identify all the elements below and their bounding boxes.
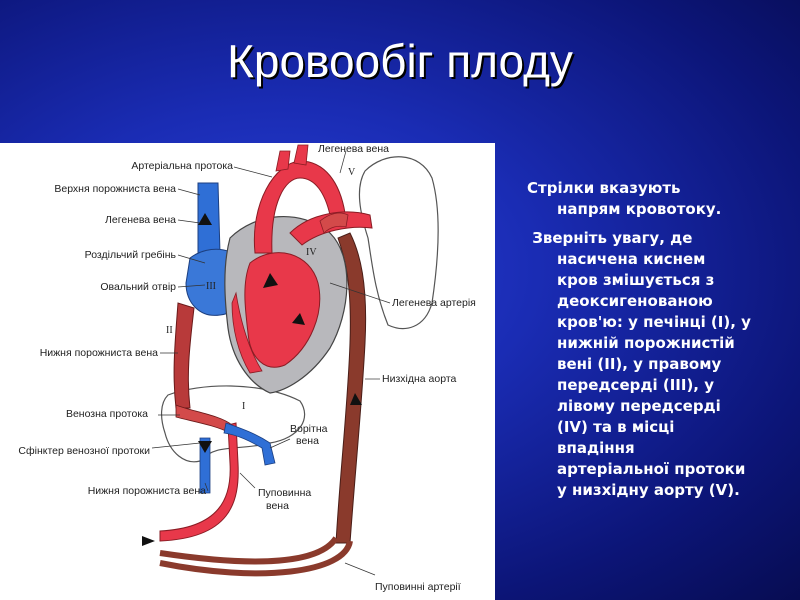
arch-branch-2 [294, 145, 308, 165]
label-pulmonary-vein-left: Легенева вена [105, 214, 176, 226]
fetal-circulation-diagram [0, 143, 495, 600]
roman-II: II [166, 325, 173, 336]
roman-V: V [348, 167, 356, 178]
caption-line: кров змішується з [557, 271, 715, 289]
label-superior-vena-cava: Верхня порожниста вена [54, 183, 176, 195]
caption-line: у низхідну аорту (V). [557, 481, 740, 499]
label-portal-vein-1: Ворітна [290, 423, 328, 435]
roman-IV: IV [306, 247, 317, 258]
caption-line: лівому передсерді [557, 397, 721, 415]
arch-branch-1 [276, 151, 290, 171]
caption-line: нижній порожнистій [557, 334, 735, 352]
caption-line: Зверніть увагу, де [527, 229, 693, 247]
label-inferior-vena-cava-upper: Нижня порожниста вена [39, 347, 158, 359]
caption-line: (IV) та в місці [557, 418, 675, 436]
label-umbilical-vein-1: Пуповинна [258, 487, 312, 499]
caption-line: деоксигенованою [557, 292, 713, 310]
label-pulmonary-artery: Легенева артерія [392, 297, 476, 309]
caption-line: передсерді (III), у [557, 376, 714, 394]
label-arterial-duct: Артеріальна протока [131, 160, 233, 172]
caption-line: впадіння [557, 439, 635, 457]
caption-line: напрям кровотоку. [557, 200, 722, 218]
label-ductus-venosus: Венозна протока [65, 408, 148, 420]
caption-line: артеріальної протоки [557, 460, 746, 478]
label-portal-vein-2: вена [296, 435, 319, 447]
label-umbilical-arteries: Пуповинні артерії [375, 581, 461, 593]
label-ductus-sphincter: Сфінктер венозної протоки [18, 445, 150, 457]
roman-I: I [242, 401, 246, 412]
label-descending-aorta: Низхідна аорта [382, 373, 457, 385]
caption-text [527, 178, 797, 509]
label-inferior-vena-cava-lower: Нижня порожниста вена [87, 485, 206, 497]
label-crista-dividens: Роздільчий гребінь [84, 249, 176, 261]
diagram-canvas [0, 143, 495, 600]
caption-paragraph-1 [527, 178, 797, 220]
umbilical-artery-1 [160, 538, 336, 561]
caption-line: насичена киснем [557, 250, 706, 268]
label-pulmonary-vein-top: Легенева вена [318, 143, 389, 155]
roman-III: III [206, 281, 216, 292]
label-umbilical-vein-2: вена [266, 500, 289, 512]
caption-line: вені (II), у правому [557, 355, 722, 373]
caption-line: кров'ю: у печінці (I), у [557, 313, 751, 331]
caption-line: Стрілки вказують [527, 179, 681, 197]
label-foramen-ovale: Овальний отвір [100, 281, 176, 293]
slide-title: Кровообіг плоду [227, 35, 573, 87]
caption-paragraph-2 [527, 228, 797, 501]
